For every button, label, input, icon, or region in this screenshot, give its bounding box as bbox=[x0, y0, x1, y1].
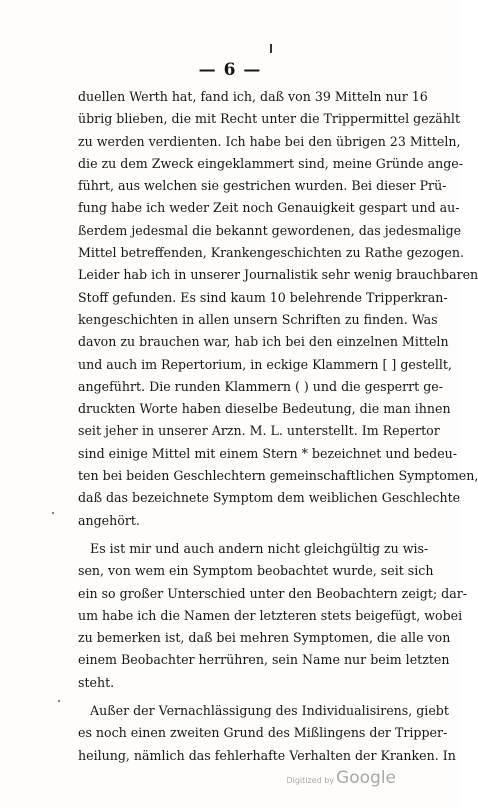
text-line: Stoff gefunden. Es sind kaum 10 belehrende Tripperkran- bbox=[78, 289, 448, 305]
text-line: Außer der Vernachlässigung des Individualisirens, giebt bbox=[90, 703, 449, 719]
watermark-prefix: Digitized by bbox=[286, 776, 335, 785]
text-line: und auch im Repertorium, in eckige Klammern [ ] gestellt, bbox=[78, 356, 452, 372]
text-line: einem Beobachter herrühren, sein Name nur beim letzten bbox=[78, 652, 450, 668]
text-line: davon zu brauchen war, hab ich bei den einzelnen Mitteln bbox=[78, 334, 449, 350]
text-line: Leider hab ich in unserer Journalistik sehr wenig brauchbaren bbox=[78, 267, 478, 283]
text-line: kengeschichten in allen unsern Schriften zu finden. Was bbox=[78, 311, 438, 327]
text-line: ein so großer Unterschied unter den Beobachtern zeigt; dar- bbox=[78, 585, 468, 601]
text-line: Es ist mir und auch andern nicht gleichgültig zu wis- bbox=[90, 540, 429, 556]
text-line: die zu dem Zweck eingeklammert sind, meine Gründe ange- bbox=[78, 155, 463, 171]
text-line: übrig blieben, die mit Recht unter die Trippermittel gezählt bbox=[78, 111, 461, 127]
text-line: ten bei beiden Geschlechtern gemeinschaftlichen Symptomen, bbox=[78, 468, 478, 484]
text-line: fung habe ich weder Zeit noch Genauigkeit gespart und au- bbox=[78, 200, 460, 216]
page-number: — 6 — bbox=[198, 60, 262, 80]
text-line: ßerdem jedesmal die bekannt gewordenen, das jedesmalige bbox=[78, 222, 462, 238]
text-line: um habe ich die Namen der letzteren stets beigefügt, wobei bbox=[78, 607, 463, 623]
text-line: zu bemerken ist, daß bei mehren Symptomen, die alle von bbox=[78, 630, 451, 646]
text-line: führt, aus welchen sie gestrichen wurden. Bei dieser Prü- bbox=[78, 178, 447, 194]
text-line: angehört. bbox=[78, 512, 140, 528]
watermark-logo: Google bbox=[336, 768, 396, 788]
text-line: druckten Worte haben dieselbe Bedeutung, die man ihnen bbox=[78, 401, 451, 417]
text-line: seit jeher in unserer Arzn. M. L. unterstellt. Im Repertor bbox=[78, 423, 440, 439]
text-line: angeführt. Die runden Klammern ( ) und die gesperrt ge- bbox=[78, 378, 444, 394]
text-line: sen, von wem ein Symptom beobachtet wurde, seit sich bbox=[78, 563, 434, 579]
body-text bbox=[78, 86, 478, 767]
page-mark bbox=[270, 44, 272, 53]
speck bbox=[52, 512, 54, 514]
text-line: steht. bbox=[78, 674, 115, 690]
text-line: Mittel betreffenden, Krankengeschichten zu Rathe gezogen. bbox=[78, 245, 464, 261]
text-line: zu werden verdienten. Ich habe bei den übrigen 23 Mitteln, bbox=[78, 133, 461, 149]
text-line: es noch einen zweiten Grund des Mißlingens der Tripper- bbox=[78, 725, 448, 741]
text-line: heilung, nämlich das fehlerhafte Verhalten der Kranken. In bbox=[78, 747, 456, 763]
digitized-watermark bbox=[286, 768, 396, 788]
text-line: sind einige Mittel mit einem Stern * bezeichnet und bedeu- bbox=[78, 445, 458, 461]
text-line: daß das bezeichnete Symptom dem weiblichen Geschlechte bbox=[78, 490, 461, 506]
text-line: duellen Werth hat, fand ich, daß von 39 Mitteln nur 16 bbox=[78, 89, 428, 104]
speck bbox=[58, 700, 60, 702]
